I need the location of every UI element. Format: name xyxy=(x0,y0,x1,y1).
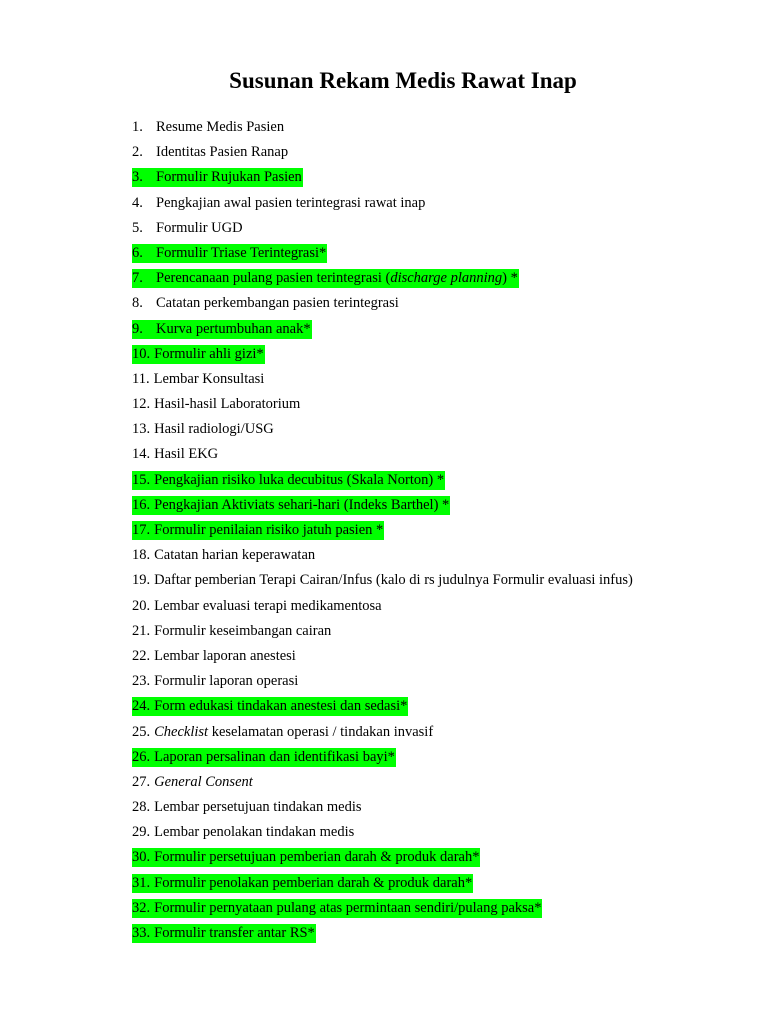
item-label: Formulir transfer antar RS* xyxy=(154,925,315,941)
list-item xyxy=(132,845,634,870)
item-number: 23. xyxy=(132,673,151,690)
item-number: 28. xyxy=(132,799,151,816)
item-text xyxy=(132,723,434,742)
list-item xyxy=(132,619,634,644)
item-label: Formulir UGD xyxy=(156,219,243,236)
item-label: Formulir laporan operasi xyxy=(154,673,299,690)
list-item xyxy=(132,266,634,291)
item-label: Pengkajian Aktiviats sehari-hari (Indeks Barthel) * xyxy=(154,496,450,513)
list-item xyxy=(132,392,634,417)
list-item xyxy=(132,694,634,719)
list-item xyxy=(132,216,634,241)
item-text xyxy=(132,672,299,691)
item-text xyxy=(132,118,285,137)
list-item xyxy=(132,518,634,543)
item-label: Formulir penilaian risiko jatuh pasien * xyxy=(154,522,384,538)
item-text xyxy=(132,445,219,464)
list-item xyxy=(132,543,634,568)
item-label: Pengkajian risiko luka decubitus (Skala Norton) * xyxy=(154,471,445,488)
highlighted-text xyxy=(132,168,303,187)
item-label-italic: Checklist xyxy=(154,723,209,740)
item-number: 14. xyxy=(132,446,151,463)
item-number: 7. xyxy=(132,270,143,287)
item-number: 24. xyxy=(132,698,151,715)
item-text xyxy=(132,647,297,666)
item-label: Formulir pernyataan pulang atas permintaan sendiri/pulang paksa* xyxy=(154,899,542,916)
highlighted-text xyxy=(132,697,408,716)
item-text xyxy=(132,294,400,313)
item-number: 33. xyxy=(132,925,151,941)
item-text xyxy=(132,420,275,439)
item-number: 16. xyxy=(132,496,151,513)
item-label-italic: General Consent xyxy=(154,773,253,790)
list-item xyxy=(132,594,634,619)
item-number: 1. xyxy=(132,119,143,135)
highlighted-text xyxy=(132,521,384,540)
item-text xyxy=(132,597,383,616)
list-item xyxy=(132,468,634,493)
list-item xyxy=(132,795,634,820)
item-text xyxy=(132,395,301,414)
item-label: Resume Medis Pasien xyxy=(156,119,285,135)
highlighted-text xyxy=(132,269,519,288)
item-text xyxy=(132,546,316,565)
item-label: Formulir ahli gizi* xyxy=(154,345,264,362)
list-item xyxy=(132,493,634,518)
item-label: Formulir keseimbangan cairan xyxy=(154,622,332,639)
item-label: Hasil radiologi/USG xyxy=(154,421,274,438)
list-item xyxy=(132,191,634,216)
highlighted-text xyxy=(132,748,396,767)
item-text xyxy=(132,773,254,792)
list-item xyxy=(132,442,634,467)
item-label: Perencanaan pulang pasien terintegrasi ( xyxy=(156,270,391,287)
records-list xyxy=(132,115,634,946)
item-label: Formulir Triase Terintegrasi* xyxy=(156,244,327,261)
list-item xyxy=(132,745,634,770)
item-number: 20. xyxy=(132,597,151,614)
item-label: Catatan harian keperawatan xyxy=(154,547,316,564)
item-label: Hasil EKG xyxy=(154,446,219,463)
item-label: Lembar persetujuan tindakan medis xyxy=(154,799,362,816)
item-text xyxy=(132,194,426,213)
item-text xyxy=(132,823,355,842)
list-item xyxy=(132,568,634,593)
item-text xyxy=(132,143,289,162)
item-label: Lembar evaluasi terapi medikamentosa xyxy=(154,597,382,614)
list-item xyxy=(132,417,634,442)
item-label: Pengkajian awal pasien terintegrasi rawat inap xyxy=(156,194,426,211)
item-number: 9. xyxy=(132,320,143,337)
item-text xyxy=(132,219,244,238)
list-item xyxy=(132,669,634,694)
item-number: 3. xyxy=(132,169,143,186)
item-number: 17. xyxy=(132,522,151,538)
item-label: keselamatan operasi / tindakan invasif xyxy=(208,723,434,740)
list-item xyxy=(132,871,634,896)
item-number: 12. xyxy=(132,396,151,413)
item-number: 2. xyxy=(132,144,143,161)
item-number: 32. xyxy=(132,899,151,916)
list-item xyxy=(132,820,634,845)
list-item xyxy=(132,317,634,342)
item-label: Kurva pertumbuhan anak* xyxy=(156,320,311,337)
item-number: 19. xyxy=(132,572,151,589)
item-number: 5. xyxy=(132,219,143,236)
document-title: Susunan Rekam Medis Rawat Inap xyxy=(229,68,577,93)
item-number: 22. xyxy=(132,647,151,664)
list-item xyxy=(132,241,634,266)
item-label: Laporan persalinan dan identifikasi bayi* xyxy=(154,748,395,765)
item-number: 10. xyxy=(132,345,151,362)
list-item xyxy=(132,921,634,946)
highlighted-text xyxy=(132,496,450,515)
item-number: 13. xyxy=(132,421,151,438)
item-label: Formulir penolakan pemberian darah & produk darah* xyxy=(154,874,473,891)
item-number: 25. xyxy=(132,723,151,740)
highlighted-text xyxy=(132,874,473,893)
highlighted-text xyxy=(132,244,327,263)
item-label-italic: discharge planning xyxy=(390,270,503,287)
list-item xyxy=(132,140,634,165)
highlighted-text xyxy=(132,471,445,490)
list-item xyxy=(132,165,634,190)
item-number: 27. xyxy=(132,773,151,790)
item-number: 29. xyxy=(132,824,151,841)
item-label: Formulir Rujukan Pasien xyxy=(156,169,302,186)
item-label: Formulir persetujuan pemberian darah & produk darah* xyxy=(154,849,480,866)
item-number: 21. xyxy=(132,622,151,639)
list-item xyxy=(132,291,634,316)
item-label: Lembar laporan anestesi xyxy=(154,647,296,664)
item-number: 15. xyxy=(132,471,151,488)
item-label: Lembar Konsultasi xyxy=(153,370,265,387)
item-text xyxy=(132,370,265,389)
item-text xyxy=(132,622,332,641)
item-label: Lembar penolakan tindakan medis xyxy=(154,824,355,841)
item-number: 4. xyxy=(132,194,143,211)
item-label: ) * xyxy=(502,270,518,287)
item-number: 30. xyxy=(132,849,151,866)
list-item xyxy=(132,644,634,669)
item-number: 31. xyxy=(132,874,151,891)
highlighted-text xyxy=(132,345,265,364)
item-number: 18. xyxy=(132,547,151,564)
item-number: 11. xyxy=(132,370,150,387)
list-item xyxy=(132,896,634,921)
highlighted-text xyxy=(132,848,480,867)
item-number: 26. xyxy=(132,748,151,765)
highlighted-text xyxy=(132,924,316,943)
list-item xyxy=(132,342,634,367)
item-text xyxy=(132,798,363,817)
highlighted-text xyxy=(132,899,542,918)
item-label: Hasil-hasil Laboratorium xyxy=(154,396,301,413)
item-label: Form edukasi tindakan anestesi dan sedasi* xyxy=(154,698,408,715)
item-text xyxy=(132,571,634,590)
list-item xyxy=(132,367,634,392)
item-label: Catatan perkembangan pasien terintegrasi xyxy=(156,295,399,312)
list-item xyxy=(132,115,634,140)
list-item xyxy=(132,720,634,745)
item-label: Identitas Pasien Ranap xyxy=(156,144,289,161)
item-label: Daftar pemberian Terapi Cairan/Infus (kalo di rs judulnya Formulir evaluasi infus) xyxy=(154,572,633,589)
item-number: 8. xyxy=(132,295,143,312)
item-number: 6. xyxy=(132,244,143,261)
list-item xyxy=(132,770,634,795)
highlighted-text xyxy=(132,320,312,339)
